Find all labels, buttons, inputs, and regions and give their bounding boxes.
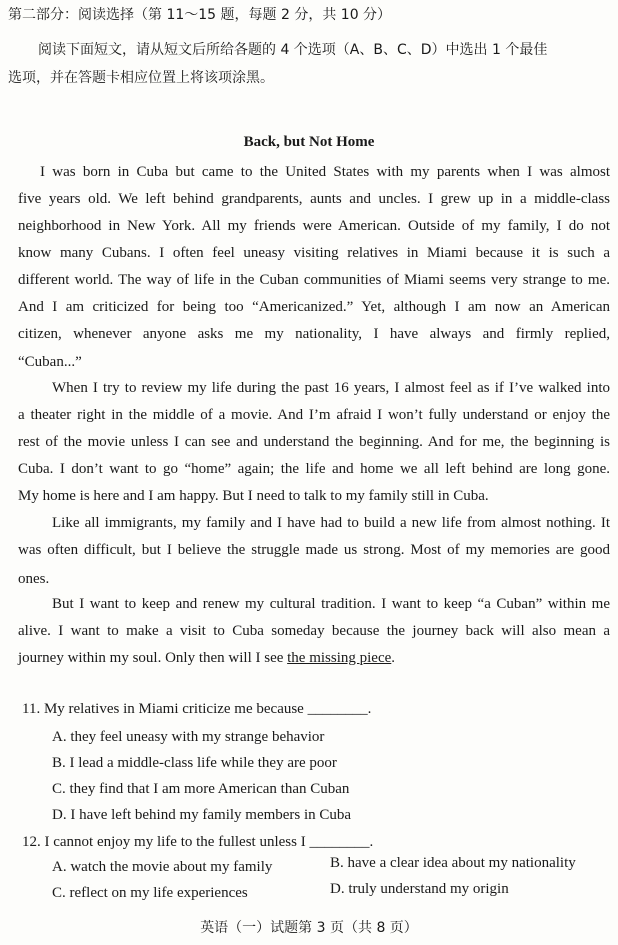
passage-line: ones.: [18, 571, 50, 587]
question-11-option-c[interactable]: C. they find that I am more American than Cuban: [52, 781, 350, 797]
passage-line: a theater right in the middle of a movie. And I’m afraid I won’t fully understand or enjoy the: [18, 407, 610, 423]
passage-line: My home is here and I am happy. But I need to talk to my family still in Cuba.: [18, 488, 489, 504]
passage-line: five years old. We left behind grandparents, aunts and uncles. I grew up in a middle-class: [18, 191, 610, 207]
passage-line: neighborhood in New York. All my friends were American. Outside of my family, I do not: [18, 218, 610, 234]
passage-line: When I try to review my life during the past 16 years, I almost feel as if I’ve walked into: [52, 380, 610, 396]
passage-line: But I want to keep and renew my cultural tradition. I want to keep “a Cuban” within me: [52, 596, 610, 612]
question-11-option-b[interactable]: B. I lead a middle-class life while they are poor: [52, 755, 337, 771]
instruction-line-2: 选项，并在答题卡相应位置上将该项涂黑。: [8, 70, 274, 86]
question-11-option-a[interactable]: A. they feel uneasy with my strange behavior: [52, 729, 325, 745]
passage-line: Like all immigrants, my family and I have had to build a new life from almost nothing. It: [52, 515, 610, 531]
passage-line: “Cuban...”: [18, 354, 82, 370]
question-12-option-c[interactable]: C. reflect on my life experiences: [52, 885, 248, 901]
question-11-stem: 11. My relatives in Miami criticize me because ________.: [22, 701, 372, 717]
passage-line: different world. The way of life in the Cuban communities of Miami seems very strange to me.: [18, 272, 610, 288]
question-11-option-d[interactable]: D. I have left behind my family members in Cuba: [52, 807, 352, 823]
passage-line: I was born in Cuba but came to the United States with my parents when I was almost: [40, 164, 610, 180]
passage-line-text: journey within my soul. Only then will I see: [18, 650, 288, 666]
question-12-option-d[interactable]: D. truly understand my origin: [330, 881, 509, 897]
instruction-line-1: 阅读下面短文，请从短文后所给各题的 4 个选项（A、B、C、D）中选出 1 个最佳: [38, 42, 548, 58]
passage-title: Back, but Not Home: [243, 134, 375, 150]
passage-line: was often difficult, but I believe the struggle made us strong. Most of my memories are good: [18, 542, 610, 558]
underlined-phrase: the missing piece: [287, 650, 392, 666]
passage-line: rest of the movie unless I can see and understand the beginning. And for me, the beginning is: [18, 434, 610, 450]
passage-line: alive. I want to make a visit to Cuba someday because the journey back will also mean a: [18, 623, 610, 639]
passage-line: Cuba. I don’t want to go “home” again; the life and home we all left behind are long gone.: [18, 461, 610, 477]
page-footer: 英语（一）试题第 3 页（共 8 页）: [200, 920, 418, 936]
question-12-stem: 12. I cannot enjoy my life to the fullest unless I ________.: [22, 834, 374, 850]
passage-period: .: [391, 650, 396, 666]
passage-last-line: [18, 648, 395, 668]
question-12-option-b[interactable]: B. have a clear idea about my nationality: [330, 855, 576, 871]
section-header: 第二部分：阅读选择（第 11～15 题，每题 2 分，共 10 分）: [8, 7, 392, 23]
passage-line: know many Cubans. I often feel uneasy visiting relatives in Miami because it is such a: [18, 245, 610, 261]
question-12-option-a[interactable]: A. watch the movie about my family: [52, 859, 273, 875]
passage-line: And I am criticized for being too “Americanized.” Yet, although I am now an American: [18, 299, 610, 315]
passage-line: citizen, whenever anyone asks me my nationality, I have always and firmly replied,: [18, 326, 610, 342]
